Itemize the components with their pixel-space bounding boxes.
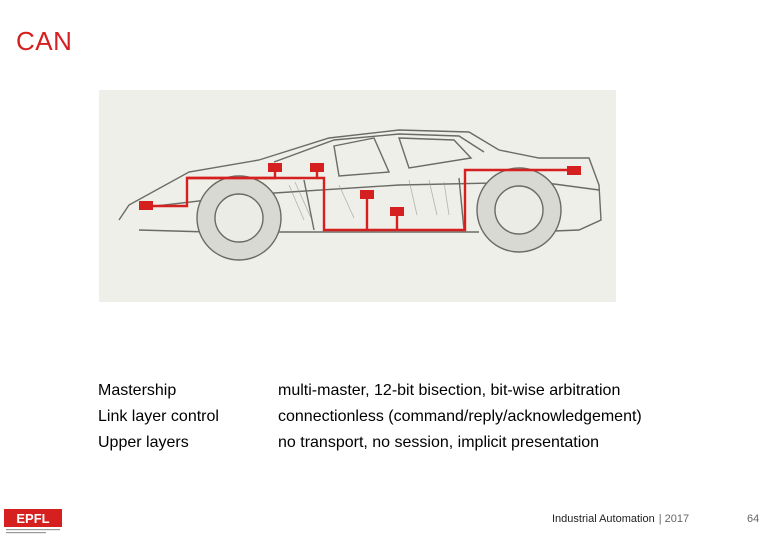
footer-course: Industrial Automation (552, 513, 655, 525)
property-value: no transport, no session, implicit presentation (278, 434, 600, 451)
front-wheel (197, 176, 281, 260)
property-row (98, 404, 642, 430)
car-can-bus-illustration (99, 90, 616, 302)
node-front (139, 201, 153, 210)
footer-year: | 2017 (658, 513, 690, 525)
epfl-logo (4, 509, 62, 535)
footer (552, 513, 689, 525)
logo-text: EPFL (16, 511, 50, 526)
property-value: connectionless (command/reply/acknowledgement) (278, 408, 642, 425)
node-center (360, 190, 374, 199)
property-row (98, 430, 642, 456)
page-number: 64 (747, 513, 760, 525)
rear-wheel (477, 168, 561, 252)
property-value: multi-master, 12-bit bisection, bit-wise arbitration (278, 382, 621, 399)
property-key: Upper layers (98, 434, 189, 451)
properties-table (98, 378, 642, 456)
property-row (98, 378, 642, 404)
node-rear-center (390, 207, 404, 216)
property-key: Mastership (98, 382, 177, 399)
node-dash-left (268, 163, 282, 172)
node-dash-right (310, 163, 324, 172)
property-key: Link layer control (98, 408, 219, 425)
node-rear (567, 166, 581, 175)
slide-title: CAN (16, 26, 73, 56)
